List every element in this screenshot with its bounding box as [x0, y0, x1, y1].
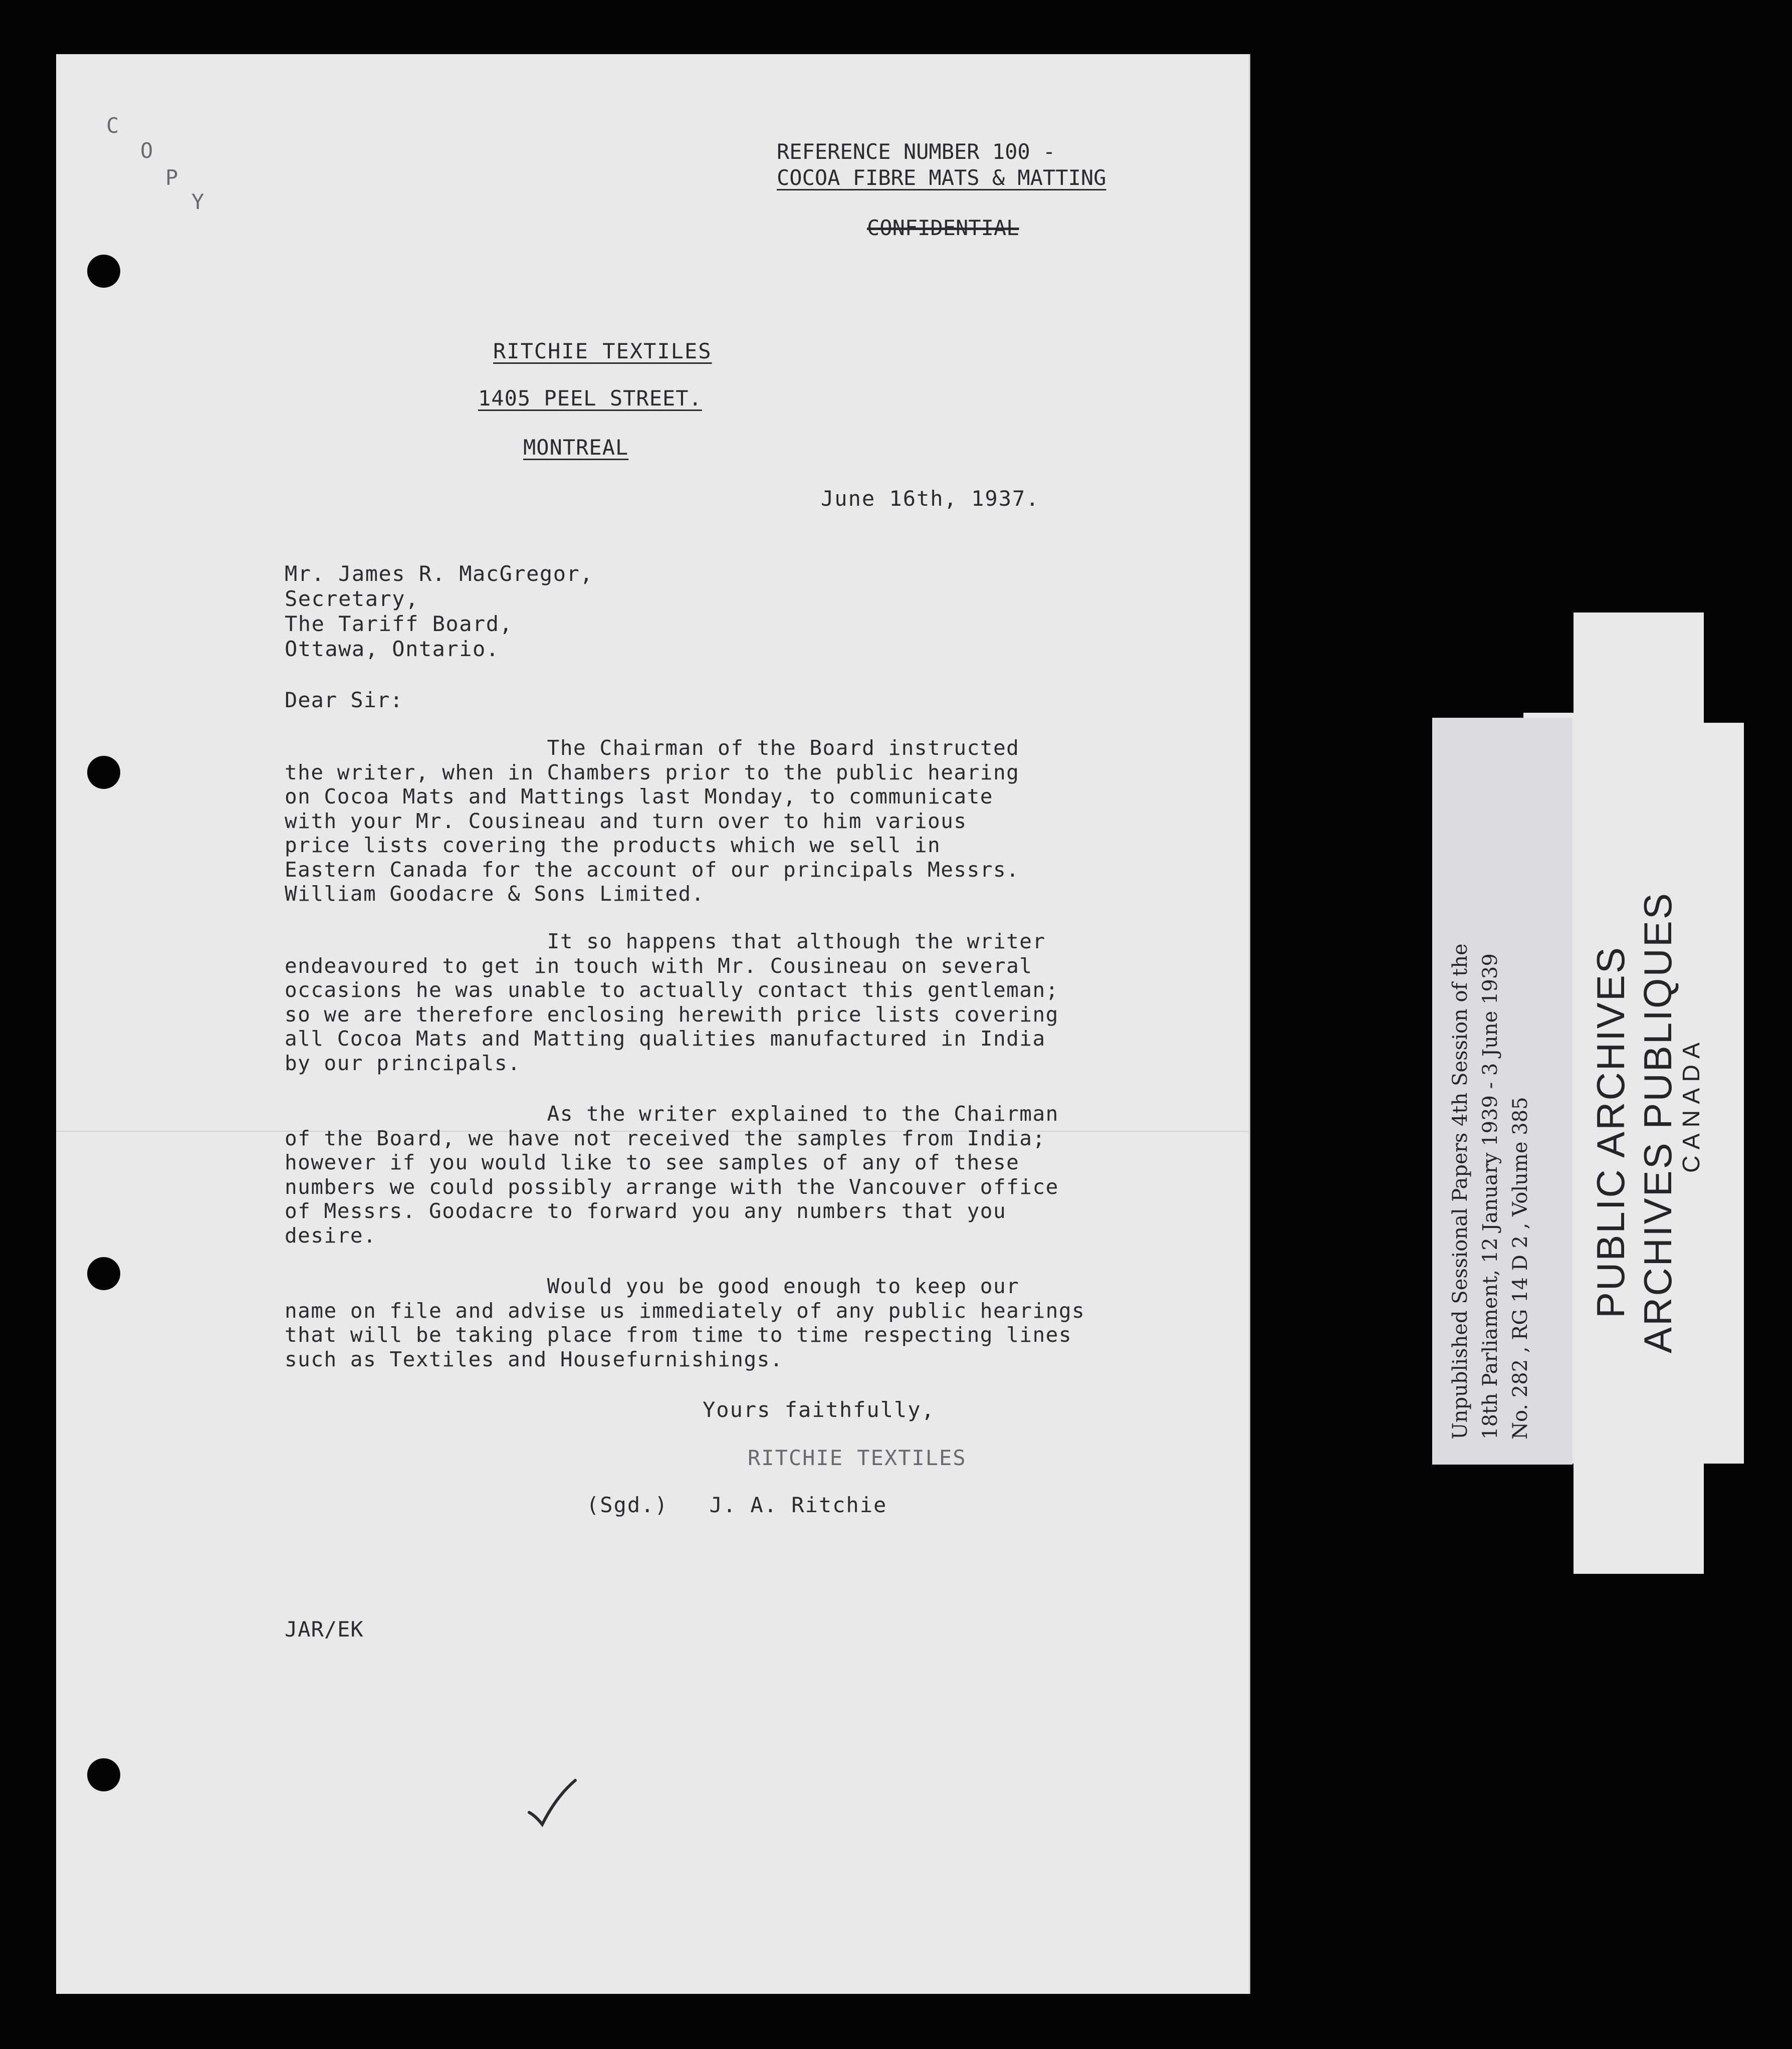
letterhead-city: MONTREAL: [523, 435, 629, 460]
check-mark-icon: [527, 1776, 587, 1836]
tag-notch: [1704, 612, 1744, 723]
recipient-line: Mr. James R. MacGregor,: [285, 561, 594, 586]
tag-notch: [1704, 1464, 1744, 1574]
reference-number: REFERENCE NUMBER 100 -: [777, 139, 1056, 164]
signature-company: RITCHIE TEXTILES: [748, 1446, 967, 1470]
archive-title-en: PUBLIC ARCHIVES: [1589, 946, 1633, 1318]
archive-citation-strip: [1432, 718, 1573, 1465]
confidential-stamp: CONFIDENTIAL: [867, 216, 1019, 240]
recipient-line: Ottawa, Ontario.: [285, 637, 500, 661]
archive-title-fr: ARCHIVES PUBLIQUES: [1636, 892, 1680, 1353]
letterhead-company: RITCHIE TEXTILES: [493, 339, 712, 363]
archive-country: CANADA: [1678, 1036, 1705, 1173]
letterhead-street: 1405 PEEL STREET.: [478, 386, 702, 411]
typist-initials: JAR/EK: [285, 1617, 364, 1642]
signature: (Sgd.) J. A. Ritchie: [586, 1493, 887, 1517]
citation-line: Unpublished Sessional Papers 4th Session of the: [1449, 943, 1472, 1440]
citation-line: No. 282 , RG 14 D 2 , Volume 385: [1509, 1097, 1532, 1440]
body-paragraph: As the writer explained to the Chairman of the Board, we have not received the samples from India; however if you would like to see samples of any of these numbers we could possibly arrange with the Vancouver office of Messrs. Goodacre to forward you any numbers that you desire.: [285, 1102, 1059, 1248]
salutation: Dear Sir:: [285, 688, 403, 712]
closing: Yours faithfully,: [703, 1397, 935, 1422]
body-paragraph: Would you be good enough to keep our name on file and advise us immediately of any public hearings that will be taking place from time to time respecting lines such as Textiles and Housefurnishings.: [285, 1274, 1085, 1371]
copy-mark-y: Y: [191, 189, 205, 214]
punch-hole: [87, 1758, 120, 1791]
copy-mark-c: C: [106, 113, 120, 138]
copy-mark-p: P: [165, 165, 179, 190]
citation-line: 18th Parliament, 12 January 1939 - 3 June 1939: [1479, 953, 1502, 1440]
punch-hole: [87, 1257, 120, 1290]
recipient-line: Secretary,: [285, 586, 419, 611]
body-paragraph: The Chairman of the Board instructed the writer, when in Chambers prior to the public hearing on Cocoa Mats and Mattings last Monday, to communicate with your Mr. Cousineau and turn over to him various price lists covering the products which we sell in Eastern Canada for the account of our principals Messrs. William Goodacre & Sons Limited.: [285, 736, 1020, 906]
reference-subject: COCOA FIBRE MATS & MATTING: [777, 165, 1106, 190]
copy-mark-o: O: [140, 138, 154, 163]
body-paragraph: It so happens that although the writer endeavoured to get in touch with Mr. Cousineau on several occasions he was unable to actually contact this gentleman; so we are therefore enclosing herewith price lists covering all Cocoa Mats and Matting qualities manufactured in India by our principals.: [285, 929, 1059, 1075]
recipient-line: The Tariff Board,: [285, 611, 513, 636]
tag-notch: [1523, 612, 1574, 713]
tag-notch: [1523, 1464, 1574, 1574]
letter-date: June 16th, 1937.: [821, 486, 1040, 511]
letter-page: [56, 54, 1250, 1994]
punch-hole: [87, 756, 120, 789]
punch-hole: [87, 255, 120, 288]
